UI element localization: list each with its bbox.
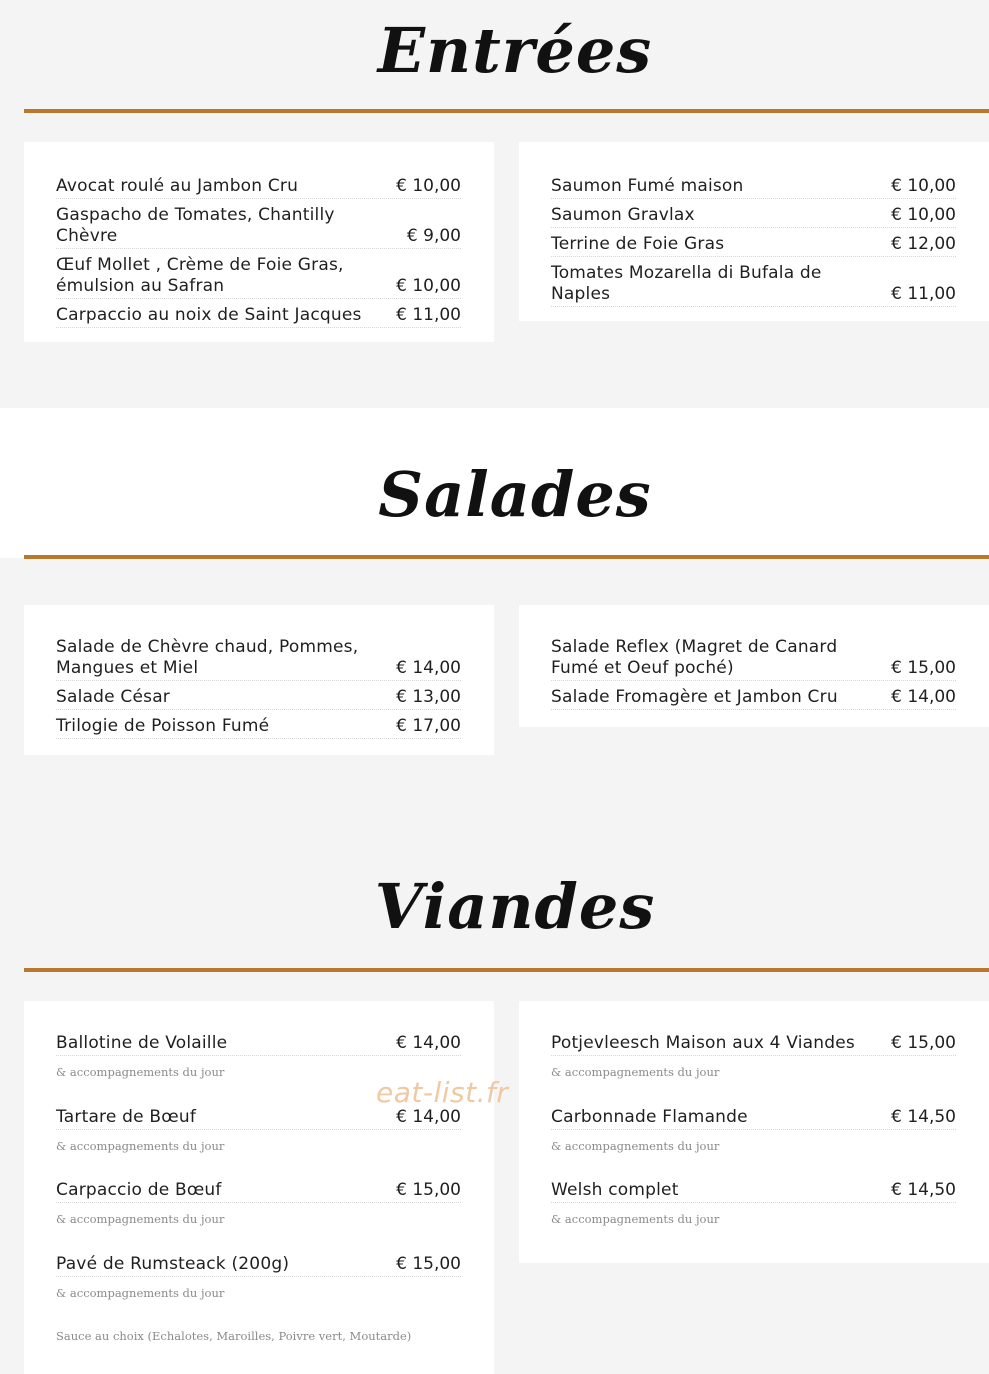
- dish-price: € 13,00: [396, 687, 461, 707]
- section-divider: [24, 555, 989, 559]
- dish-price: € 15,00: [396, 1254, 461, 1274]
- dish-name: Gaspacho de Tomates, Chantilly Chèvre: [56, 205, 335, 246]
- menu-item: [551, 1180, 956, 1226]
- menu-item: [551, 637, 956, 681]
- dish-description: & accompagnements du jour: [56, 1286, 225, 1300]
- dish-name: Œuf Mollet , Crème de Foie Gras, émulsion au Safran: [56, 255, 344, 296]
- menu-item: [56, 1033, 461, 1079]
- sauce-note: Sauce au choix (Echalotes, Maroilles, Poivre vert, Moutarde): [56, 1329, 412, 1343]
- menu-item: [551, 234, 956, 257]
- dish-name: Carpaccio de Bœuf: [56, 1180, 222, 1200]
- menu-item: [551, 263, 956, 307]
- dish-name: Tomates Mozarella di Bufala de Naples: [551, 263, 822, 304]
- menu-card-entrees-left: [24, 142, 494, 342]
- menu-item: [56, 176, 461, 199]
- dish-description: & accompagnements du jour: [56, 1065, 225, 1079]
- dish-price: € 14,00: [891, 687, 956, 707]
- section-title-viandes: Viandes: [374, 870, 656, 943]
- menu-item: [551, 176, 956, 199]
- menu-item: [56, 1254, 461, 1300]
- menu-item: [56, 716, 461, 739]
- dish-price: € 17,00: [396, 716, 461, 736]
- section-title-salades: Salades: [378, 458, 652, 531]
- dish-name: Salade de Chèvre chaud, Pommes, Mangues et Miel: [56, 637, 359, 678]
- dish-price: € 15,00: [891, 658, 956, 678]
- dish-name: Terrine de Foie Gras: [551, 234, 725, 254]
- dish-name: Salade César: [56, 687, 170, 707]
- menu-card-entrees-right: [519, 142, 989, 321]
- menu-item: [56, 637, 461, 681]
- dish-name: Ballotine de Volaille: [56, 1033, 228, 1053]
- dish-name: Carbonnade Flamande: [551, 1107, 748, 1127]
- menu-card-salades-right: [519, 605, 989, 727]
- menu-item: [56, 205, 461, 249]
- dish-price: € 14,00: [396, 1107, 461, 1127]
- dish-price: € 14,50: [891, 1180, 956, 1200]
- dish-price: € 14,50: [891, 1107, 956, 1127]
- menu-item: [56, 1180, 461, 1226]
- dish-price: € 12,00: [891, 234, 956, 254]
- dish-description: & accompagnements du jour: [56, 1139, 225, 1153]
- dish-name: Salade Reflex (Magret de Canard Fumé et Oeuf poché): [551, 637, 838, 678]
- menu-item: [551, 1107, 956, 1153]
- menu-item: [551, 205, 956, 228]
- dish-name: Tartare de Bœuf: [56, 1107, 197, 1127]
- dish-price: € 10,00: [891, 176, 956, 196]
- dish-name: Pavé de Rumsteack (200g): [56, 1254, 290, 1274]
- dish-description: & accompagnements du jour: [551, 1139, 720, 1153]
- menu-item: [551, 1033, 956, 1079]
- dish-name: Saumon Gravlax: [551, 205, 695, 225]
- watermark: eat-list.fr: [376, 1076, 509, 1109]
- dish-description: & accompagnements du jour: [551, 1212, 720, 1226]
- menu-item: [56, 1107, 461, 1153]
- menu-item: [56, 687, 461, 710]
- dish-description: & accompagnements du jour: [551, 1065, 720, 1079]
- dish-price: € 14,00: [396, 1033, 461, 1053]
- dish-price: € 10,00: [891, 205, 956, 225]
- menu-card-viandes-left: [24, 1001, 494, 1374]
- menu-item: [56, 255, 461, 299]
- menu-card-viandes-right: [519, 1001, 989, 1263]
- dish-name: Saumon Fumé maison: [551, 176, 744, 196]
- dish-name: Carpaccio au noix de Saint Jacques: [56, 305, 362, 325]
- dish-name: Welsh complet: [551, 1180, 679, 1200]
- dish-price: € 11,00: [891, 284, 956, 304]
- menu-card-salades-left: [24, 605, 494, 755]
- menu-item: [551, 687, 956, 710]
- section-divider: [24, 968, 989, 972]
- dish-price: € 11,00: [396, 305, 461, 325]
- menu-item: [56, 305, 461, 328]
- dish-price: € 15,00: [891, 1033, 956, 1053]
- dish-name: Potjevleesch Maison aux 4 Viandes: [551, 1033, 855, 1053]
- dish-name: Trilogie de Poisson Fumé: [56, 716, 270, 736]
- dish-price: € 10,00: [396, 276, 461, 296]
- dish-name: Avocat roulé au Jambon Cru: [56, 176, 299, 196]
- dish-name: Salade Fromagère et Jambon Cru: [551, 687, 838, 707]
- dish-price: € 15,00: [396, 1180, 461, 1200]
- dish-description: & accompagnements du jour: [56, 1212, 225, 1226]
- dish-price: € 9,00: [406, 226, 461, 246]
- dish-price: € 10,00: [396, 176, 461, 196]
- section-divider: [24, 109, 989, 113]
- dish-price: € 14,00: [396, 658, 461, 678]
- section-title-entrees: Entrées: [377, 14, 653, 87]
